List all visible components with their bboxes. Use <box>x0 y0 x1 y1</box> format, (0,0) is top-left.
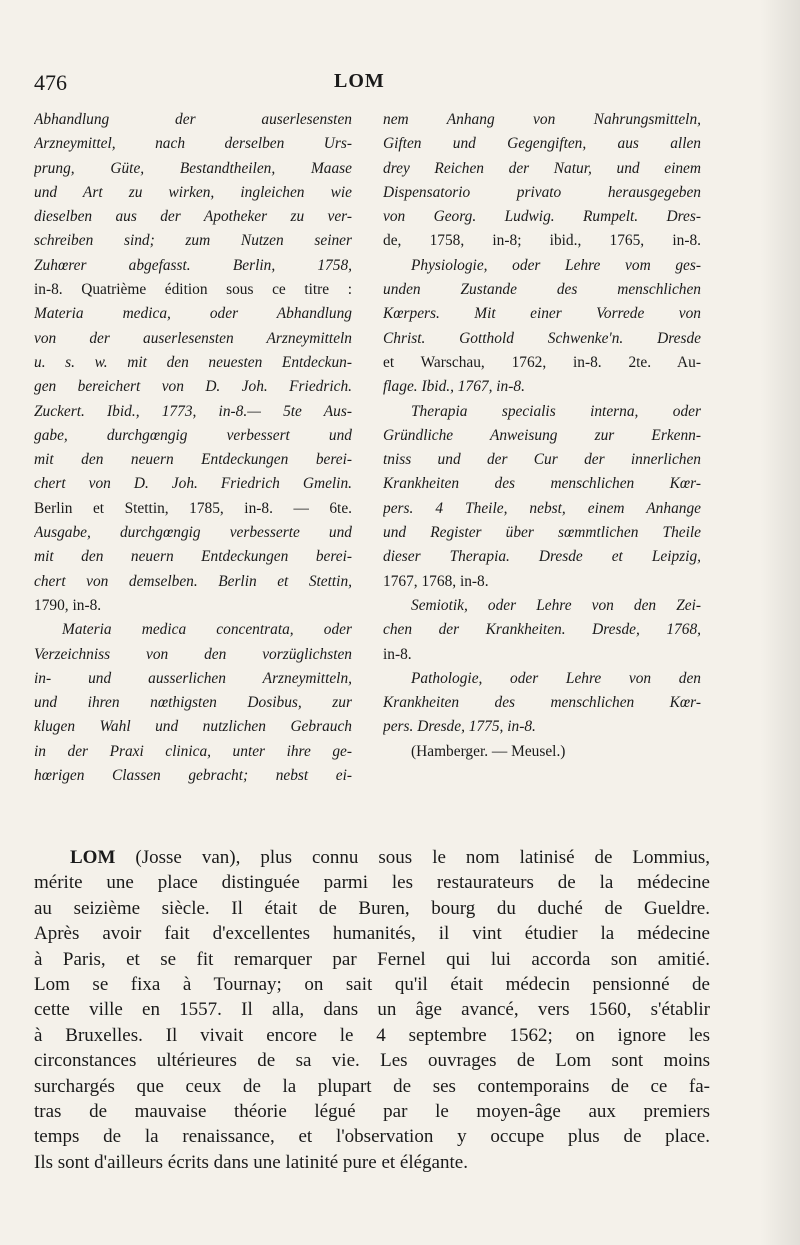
text-line: Kœrpers. Mit einer Vorrede von <box>383 305 701 323</box>
text-line: gabe, durchgœngig verbessert und <box>34 426 352 444</box>
text-line: Krankheiten des menschlichen Kœr- <box>383 475 701 493</box>
text-line: gen bereichert von D. Joh. Friedrich. <box>34 378 352 396</box>
text-line: Ils sont d'ailleurs écrits dans une latinité pure et élégante. <box>34 1151 468 1173</box>
text-line: cette ville en 1557. Il alla, dans un âge avancé, vers 1560, s'établir <box>34 999 710 1021</box>
text-line: , plus connu sous le nom latinisé de Lommius, <box>235 847 710 868</box>
text-line: schreiben sind; zum Nutzen seiner <box>34 232 352 250</box>
text-line: Materia medica, oder Abhandlung <box>34 305 352 323</box>
text-line: Christ. Gotthold Schwenke'n. Dresde <box>383 329 701 347</box>
text-line: dieser Therapia. Dresde et Leipzig, <box>383 548 701 566</box>
page-edge-shadow <box>760 0 800 1245</box>
text-line: Gründliche Anweisung zur Erkenn- <box>383 426 701 444</box>
text-line: tniss und der Cur der innerlichen <box>383 451 701 469</box>
text-line: (Hamberger. — Meusel.) <box>411 742 566 760</box>
running-head <box>34 70 734 100</box>
text-line: Lom se fixa à Tournay; on sait qu'il était médecin pensionné de <box>34 973 710 995</box>
text-line: nem Anhang von Nahrungsmitteln, <box>383 111 701 128</box>
left-column <box>34 108 352 788</box>
text-line: klugen Wahl und nutzlichen Gebrauch <box>34 718 352 736</box>
text-line: tras de mauvaise théorie légué par le moyen-âge aux premiers <box>34 1100 710 1122</box>
text-line: à Paris, et se fit remarquer par Fernel qui lui accorda son amitié. <box>34 948 710 970</box>
text-line: Après avoir fait d'excellentes humanités, il vint étudier la médecine <box>34 923 710 945</box>
text-line: mit den neuern Entdeckungen berei- <box>34 451 352 469</box>
page-number: 476 <box>34 70 67 95</box>
text-line: in- und ausserlichen Arzneymitteln, <box>34 669 352 687</box>
text-line: temps de la renaissance, et l'observation y occupe plus de place. <box>34 1126 710 1148</box>
right-column <box>383 108 701 764</box>
text-line: Berlin et Stettin, 1785, in-8. — 6te. <box>34 499 352 517</box>
text-line: und Art zu wirken, ingleichen wie <box>34 183 352 201</box>
text-line: Semiotik, oder Lehre von den Zei- <box>411 596 701 614</box>
text-line: in-8. <box>383 645 412 663</box>
text-line: Dispensatorio privato herausgegeben <box>383 183 701 201</box>
text-line: Giften und Gegengiften, aus allen <box>383 135 701 153</box>
text-line: prung, Güte, Bestandtheilen, Maase <box>34 159 352 177</box>
text-line: Arzneymittel, nach derselben Urs- <box>34 135 352 153</box>
text-line: Pathologie, oder Lehre von den <box>411 669 701 687</box>
text-line: chert von demselben. Berlin et Stettin, <box>34 572 352 590</box>
text-line: in der Praxi clinica, unter ihre ge- <box>34 742 352 760</box>
text-line: Ausgabe, durchgœngig verbesserte und <box>34 524 352 542</box>
text-line: von der auserlesensten Arzneymitteln <box>34 329 352 347</box>
article-headword: LOM <box>70 847 116 868</box>
text-line: de, 1758, in-8; ibid., 1765, in-8. <box>383 232 701 250</box>
text-line: Abhandlung der auserlesensten <box>34 111 352 128</box>
text-line: von Georg. Ludwig. Rumpelt. Dres- <box>383 208 701 226</box>
article-first-line <box>34 845 710 870</box>
text-line: Materia medica concentrata, oder <box>62 621 352 639</box>
text-line: u. s. w. mit den neuesten Entdeckun- <box>34 353 352 371</box>
text-line: Therapia specialis interna, oder <box>411 402 701 420</box>
text-line: und ihren nœthigsten Dosibus, zur <box>34 694 352 712</box>
text-line: chen der Krankheiten. Dresde, 1768, <box>383 621 701 639</box>
text-line: à Bruxelles. Il vivait encore le 4 septembre 1562; on ignore les <box>34 1024 710 1046</box>
text-line: Zuckert. Ibid., 1773, in-8.— 5te Aus- <box>34 402 352 420</box>
text-line: pers. 4 Theile, nebst, einem Anhange <box>383 499 701 517</box>
text-line: hœrigen Classen gebracht; nebst ei- <box>34 767 352 785</box>
text-line: et Warschau, 1762, in-8. 2te. Au- <box>383 353 701 371</box>
running-head-title: LOM <box>334 70 385 92</box>
text-line: Verzeichniss von den vorzüglichsten <box>34 645 352 663</box>
text-line: flage. Ibid., 1767, in-8. <box>383 378 525 396</box>
text-line: surchargés que ceux de la plupart de ses contemporains de ce fa- <box>34 1075 710 1097</box>
text-line: Physiologie, oder Lehre vom ges- <box>411 256 701 274</box>
text-line: 1790, in-8. <box>34 596 102 614</box>
text-line: chert von D. Joh. Friedrich Gmelin. <box>34 475 352 493</box>
text-line: und Register über sœmmtlichen Theile <box>383 524 701 542</box>
text-line: in-8. Quatrième édition sous ce titre : <box>34 281 352 299</box>
text-line: mit den neuern Entdeckungen berei- <box>34 548 352 566</box>
text-line: au seizième siècle. Il était de Buren, bourg du duché de Gueldre. <box>34 897 710 919</box>
text-line: Zuhœrer abgefasst. Berlin, 1758, <box>34 256 352 274</box>
article-lom <box>34 845 710 1175</box>
text-line: Krankheiten des menschlichen Kœr- <box>383 694 701 712</box>
text-line: 1767, 1768, in-8. <box>383 572 489 590</box>
text-line: dieselben aus der Apotheker zu ver- <box>34 208 352 226</box>
text-line: mérite une place distinguée parmi les restaurateurs de la médecine <box>34 872 710 894</box>
text-line: drey Reichen der Natur, und einem <box>383 159 701 177</box>
text-line: circonstances ultérieures de sa vie. Les ouvrages de Lom sont moins <box>34 1050 710 1072</box>
text-line: pers. Dresde, 1775, in-8. <box>383 718 536 736</box>
text-line: unden Zustande des menschlichen <box>383 281 701 299</box>
article-name-part: (Josse van) <box>135 847 236 868</box>
